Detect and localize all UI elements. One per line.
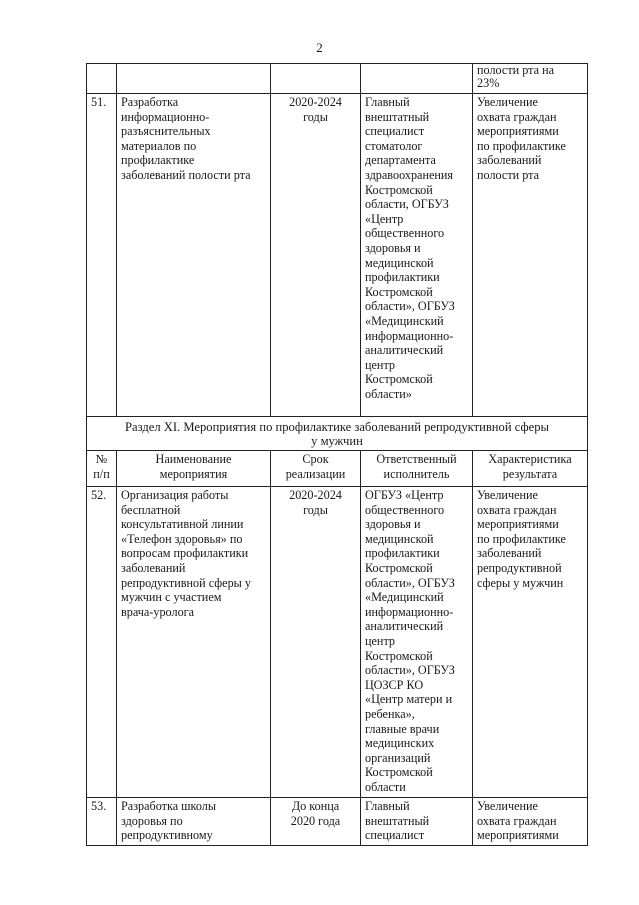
num-cell: 52.: [87, 487, 117, 798]
measures-table: [86, 63, 588, 846]
term-cell: [271, 64, 361, 94]
header-row: [87, 451, 588, 487]
header-name: Наименование мероприятия: [117, 451, 271, 487]
result-cell: полости рта на 23%: [473, 64, 588, 94]
table-row: [87, 64, 588, 94]
executor-cell: ОГБУЗ «Центр общественного здоровья и медицинской профилактики Костромской области», ОГБУЗ «Медицинский информационно- аналитический центр Костромской области», ОГБУЗ ЦОЗСР КО «Центр матери и ребенка», главные врачи медицинских организаций Костромской области: [361, 487, 473, 798]
name-cell: Разработка школы здоровья по репродуктивному: [117, 798, 271, 846]
header-term: Срок реализации: [271, 451, 361, 487]
header-result: Характеристика результата: [473, 451, 588, 487]
result-cell: Увеличение охвата граждан мероприятиями по профилактике заболеваний полости рта: [473, 94, 588, 417]
header-executor: Ответственный исполнитель: [361, 451, 473, 487]
name-cell: Организация работы бесплатной консультативной линии «Телефон здоровья» по вопросам профилактики заболеваний репродуктивной сферы у мужчин с участием врача-уролога: [117, 487, 271, 798]
name-cell: Разработка информационно- разъяснительных материалов по профилактике заболеваний полости рта: [117, 94, 271, 417]
term-cell: 2020-2024 годы: [271, 487, 361, 798]
header-num: № п/п: [87, 451, 117, 487]
executor-cell: [361, 64, 473, 94]
section-title: Раздел XI. Мероприятия по профилактике заболеваний репродуктивной сферы у мужчин: [87, 417, 588, 451]
result-cell: Увеличение охвата граждан мероприятиями: [473, 798, 588, 846]
table-row: [87, 487, 588, 798]
num-cell: 53.: [87, 798, 117, 846]
num-cell: 51.: [87, 94, 117, 417]
name-cell: [117, 64, 271, 94]
executor-cell: Главный внештатный специалист: [361, 798, 473, 846]
section-row: [87, 417, 588, 451]
table-row: [87, 94, 588, 417]
term-cell: До конца 2020 года: [271, 798, 361, 846]
page-number: 2: [316, 40, 323, 55]
result-cell: Увеличение охвата граждан мероприятиями по профилактике заболеваний репродуктивной сферы у мужчин: [473, 487, 588, 798]
executor-cell: Главный внештатный специалист стоматолог департамента здравоохранения Костромской области, ОГБУЗ «Центр общественного здоровья и медицинской профилактики Костромской области», ОГБУЗ «Медицинский информационно- аналитический центр Костромской области»: [361, 94, 473, 417]
table-row: [87, 798, 588, 846]
term-cell: 2020-2024 годы: [271, 94, 361, 417]
num-cell: [87, 64, 117, 94]
